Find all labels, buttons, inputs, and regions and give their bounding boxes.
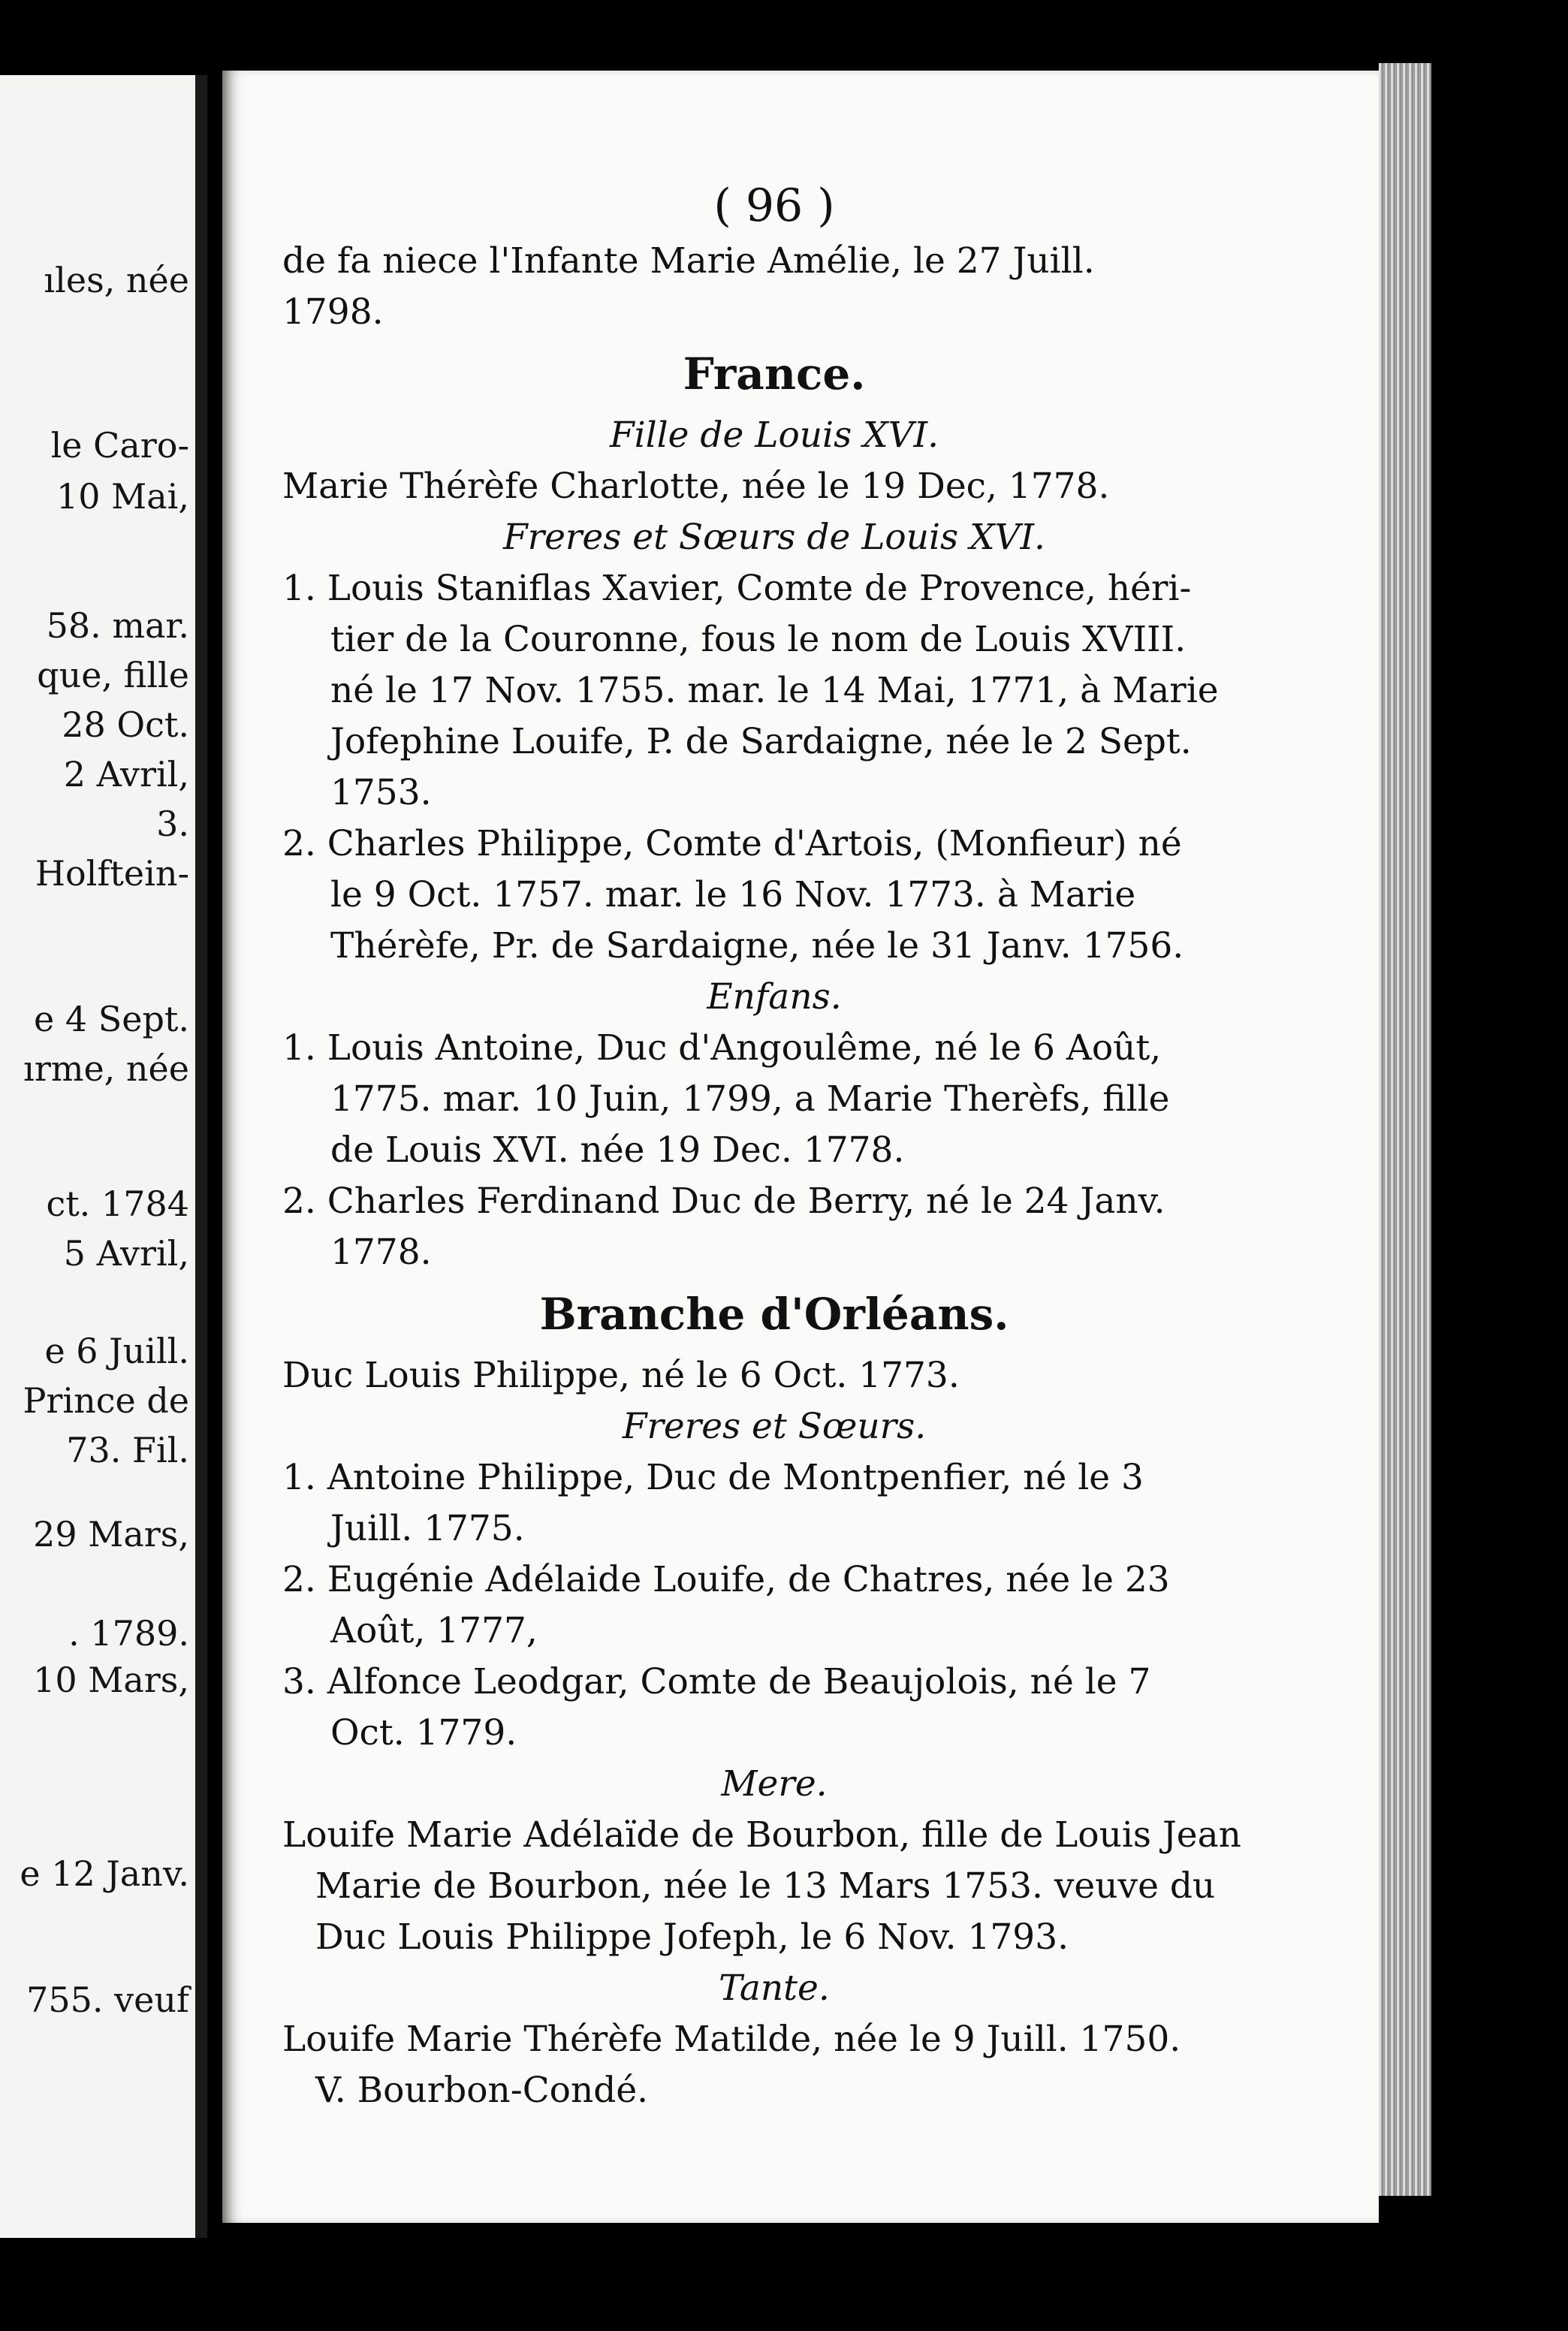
text-line: 1798.	[282, 291, 384, 333]
text-line: Louife Marie Adélaïde de Bourbon, fille de Louis Jean	[282, 1814, 1241, 1856]
text-line: né le 17 Nov. 1755. mar. le 14 Mai, 1771, à Marie	[330, 670, 1219, 711]
subheading: Fille de Louis XVI.	[609, 415, 939, 456]
left-text-fragment: Prince de	[23, 1380, 189, 1421]
left-text-fragment: 29 Mars,	[33, 1514, 189, 1555]
text-line: 1775. mar. 10 Juin, 1799, a Marie Therèfs, fille	[330, 1078, 1170, 1120]
left-text-fragment: 3.	[156, 804, 189, 844]
left-text-fragment: e 12 Janv.	[20, 1853, 189, 1894]
text-line: de fa niece l'Infante Marie Amélie, le 27 Juill.	[282, 240, 1095, 282]
left-text-fragment: e 4 Sept.	[33, 999, 189, 1039]
text-line: le 9 Oct. 1757. mar. le 16 Nov. 1773. à Marie	[330, 874, 1136, 915]
text-line: Duc Louis Philippe, né le 6 Oct. 1773.	[282, 1355, 960, 1396]
text-line: 2. Eugénie Adélaide Louife, de Chatres, née le 23	[282, 1559, 1170, 1600]
book-page	[222, 71, 1379, 2223]
subheading: Tante.	[719, 1968, 830, 2009]
subheading: Enfans.	[707, 976, 842, 1018]
text-line: V. Bourbon-Condé.	[315, 2070, 649, 2111]
left-text-fragment: ırme, née	[23, 1048, 189, 1089]
text-line: 3. Alfonce Leodgar, Comte de Beaujolois, né le 7	[282, 1661, 1151, 1702]
subheading: Freres et Sœurs de Louis XVI.	[503, 517, 1045, 558]
page-number: ( 96 )	[713, 179, 835, 232]
subheading: Mere.	[721, 1763, 828, 1805]
left-text-fragment: 10 Mars,	[33, 1660, 189, 1700]
left-text-fragment: 73. Fil.	[66, 1430, 189, 1470]
left-text-fragment: 2 Avril,	[63, 754, 189, 795]
text-line: 1. Antoine Philippe, Duc de Montpenfier, né le 3	[282, 1457, 1144, 1498]
left-text-fragment: 28 Oct.	[62, 704, 189, 745]
left-text-fragment: 5 Avril,	[63, 1233, 189, 1274]
section-heading-orleans: Branche d'Orléans.	[539, 1289, 1009, 1340]
text-line: Duc Louis Philippe Jofeph, le 6 Nov. 1793.	[315, 1916, 1069, 1958]
left-text-fragment: 10 Mai,	[56, 476, 189, 517]
page-edge	[1379, 63, 1431, 2196]
left-text-fragment: ıles, née	[44, 260, 189, 300]
text-line: tier de la Couronne, fous le nom de Louis XVIII.	[330, 619, 1187, 660]
text-line: 2. Charles Ferdinand Duc de Berry, né le 24 Janv.	[282, 1181, 1165, 1222]
text-line: Marie de Bourbon, née le 13 Mars 1753. veuve du	[315, 1865, 1216, 1907]
left-text-fragment: . 1789.	[68, 1613, 189, 1654]
left-text-fragment: 58. mar.	[46, 605, 189, 646]
text-line: 1778.	[330, 1232, 432, 1273]
section-heading-france: France.	[683, 348, 866, 400]
text-line: Thérèfe, Pr. de Sardaigne, née le 31 Janv. 1756.	[330, 925, 1184, 966]
left-text-fragment: 755. veuf	[26, 1980, 189, 2020]
text-line: Marie Thérèfe Charlotte, née le 19 Dec, 1778.	[282, 466, 1110, 507]
text-line: de Louis XVI. née 19 Dec. 1778.	[330, 1129, 905, 1171]
left-page-fragment	[0, 75, 207, 2238]
text-line: Juill. 1775.	[330, 1508, 525, 1549]
page-text	[282, 176, 1266, 2116]
left-text-fragment: que, fille	[37, 655, 189, 695]
left-text-fragment: Holftein-	[35, 853, 189, 894]
text-line: Oct. 1779.	[330, 1712, 517, 1754]
subheading: Freres et Sœurs.	[622, 1406, 927, 1447]
left-text-fragment: ct. 1784	[46, 1184, 189, 1224]
text-line: 1. Louis Staniflas Xavier, Comte de Provence, héri-	[282, 568, 1192, 609]
left-text-fragment: le Caro-	[50, 425, 189, 466]
left-text-fragment: e 6 Juill.	[44, 1331, 189, 1371]
text-line: 1. Louis Antoine, Duc d'Angoulême, né le 6 Août,	[282, 1027, 1162, 1069]
text-line: 2. Charles Philippe, Comte d'Artois, (Monfieur) né	[282, 823, 1182, 864]
text-line: Jofephine Louife, P. de Sardaigne, née le 2 Sept.	[330, 721, 1192, 762]
text-line: Louife Marie Thérèfe Matilde, née le 9 Juill. 1750.	[282, 2019, 1181, 2060]
text-line: 1753.	[330, 772, 432, 813]
text-line: Août, 1777,	[330, 1610, 538, 1651]
